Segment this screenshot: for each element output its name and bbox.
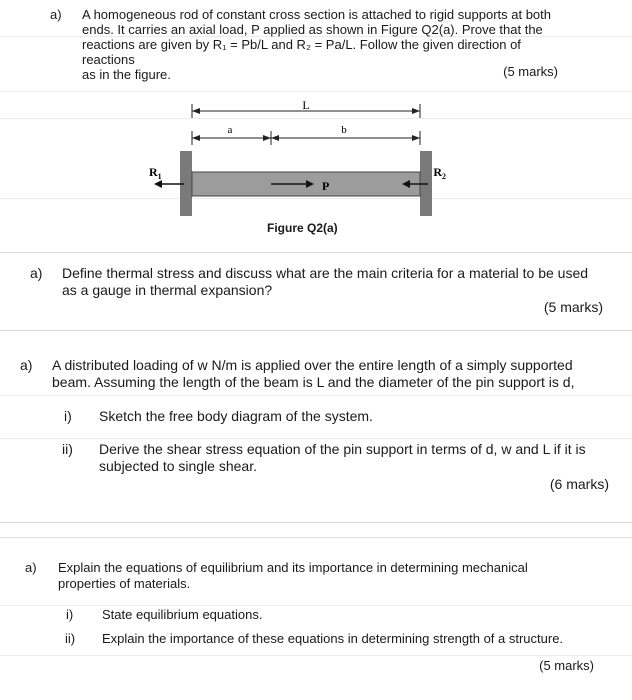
figure-q2a bbox=[140, 96, 446, 221]
question-label: a) bbox=[50, 7, 62, 22]
question-label: a) bbox=[20, 357, 33, 373]
arrowhead bbox=[412, 108, 420, 114]
section-divider bbox=[0, 522, 632, 523]
question-line: reactions are given by R₁ = Pb/L and R₂ = Pa/L. Follow the given direction of reactions bbox=[82, 37, 521, 67]
sub-question-label: ii) bbox=[65, 631, 76, 646]
label-a: a bbox=[227, 124, 233, 136]
question-line: A homogeneous rod of constant cross section is attached to rigid supports at both bbox=[82, 7, 552, 22]
arrowhead bbox=[192, 135, 200, 141]
question-line: properties of materials. bbox=[58, 576, 191, 591]
question-text bbox=[62, 265, 612, 299]
arrowhead bbox=[263, 135, 271, 141]
question-line: A distributed loading of w N/m is applied over the entire length of a simply supported bbox=[52, 357, 573, 373]
marks-label: (5 marks) bbox=[539, 658, 594, 673]
question-line: ends. It carries an axial load, P applied as shown in Figure Q2(a). Prove that the bbox=[82, 22, 543, 37]
sub-question-text: Explain the importance of these equations in determining strength of a structure. bbox=[102, 631, 564, 646]
sub-question-text: Sketch the free body diagram of the system. bbox=[99, 408, 373, 424]
arrowhead bbox=[412, 135, 420, 141]
question-line: beam. Assuming the length of the beam is L and the diameter of the pin support is d, bbox=[52, 374, 575, 390]
ruled-line bbox=[0, 605, 632, 606]
question-line: as a gauge in thermal expansion? bbox=[62, 282, 273, 298]
marks-label: (5 marks) bbox=[543, 299, 603, 315]
question-line: as in the figure. bbox=[82, 67, 171, 82]
section-divider bbox=[0, 252, 632, 253]
label-b: b bbox=[341, 124, 347, 136]
question-text bbox=[82, 7, 562, 82]
sub-question-text: State equilibrium equations. bbox=[102, 607, 263, 622]
question-line: Define thermal stress and discuss what are the main criteria for a material to be used bbox=[62, 265, 589, 281]
figure-caption: Figure Q2(a) bbox=[267, 221, 338, 235]
label-R2: $R_2$ bbox=[433, 165, 446, 181]
label-P: P bbox=[322, 179, 330, 193]
ruled-line bbox=[0, 395, 632, 396]
question-text bbox=[58, 560, 608, 592]
sub-question-label: i) bbox=[64, 408, 72, 424]
marks-label: (6 marks) bbox=[549, 476, 609, 492]
sub-question-line: Derive the shear stress equation of the pin support in terms of d, w and L if it is bbox=[99, 441, 586, 457]
label-R1: $R_1$ bbox=[149, 165, 162, 181]
question-text bbox=[52, 357, 617, 391]
sub-question-text bbox=[99, 441, 619, 475]
marks-label: (5 marks) bbox=[503, 64, 558, 79]
section-divider bbox=[0, 330, 632, 331]
question-line: Explain the equations of equilibrium and its importance in determining mechanical bbox=[58, 560, 528, 575]
ruled-line bbox=[0, 438, 632, 439]
sub-question-label: i) bbox=[66, 607, 74, 622]
ruled-line bbox=[0, 655, 632, 656]
label-L: L bbox=[302, 98, 310, 112]
sub-question-line: subjected to single shear. bbox=[99, 458, 257, 474]
question-label: a) bbox=[25, 560, 37, 575]
arrowhead bbox=[154, 180, 162, 188]
section-divider bbox=[0, 537, 632, 538]
arrowhead bbox=[192, 108, 200, 114]
ruled-line bbox=[0, 91, 632, 92]
sub-question-label: ii) bbox=[62, 441, 73, 457]
question-label: a) bbox=[30, 265, 43, 281]
arrowhead bbox=[271, 135, 279, 141]
